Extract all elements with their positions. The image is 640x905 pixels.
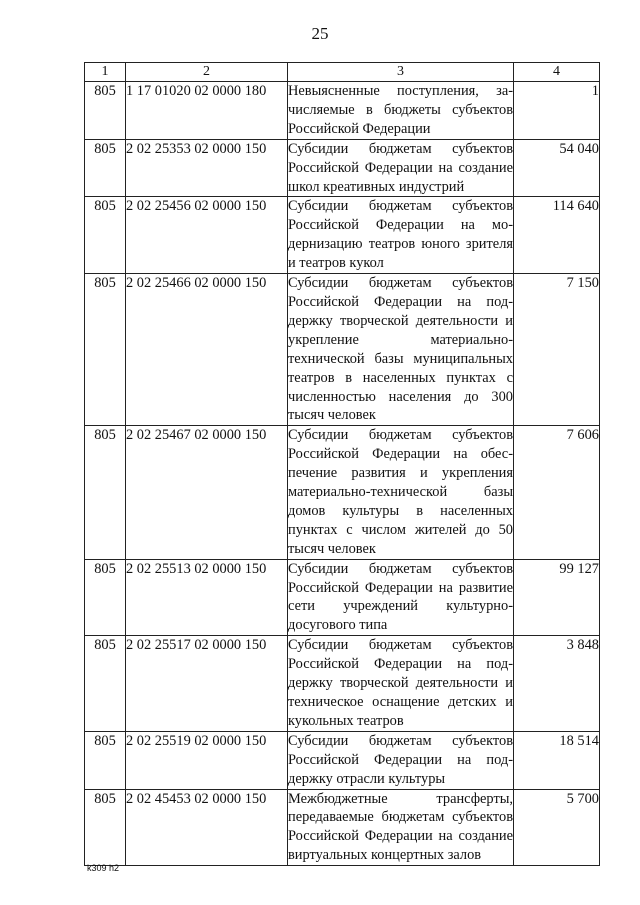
amount-cell: 3 848 [514, 636, 600, 732]
table-row [85, 559, 600, 636]
description-cell: Субсидии бюджетам субъектов Российской Федерации на поддержку творческой деятельности и укрепление материально-технической базы муниципальных театров в населенных пунктах с численностью населения до 300 тысяч человек [288, 274, 514, 426]
budget-code-cell: 2 02 25353 02 0000 150 [126, 139, 288, 197]
amount-cell: 54 040 [514, 139, 600, 197]
description-cell: Субсидии бюджетам субъектов Российской Федерации на поддержку творческой деятельности и техническое оснащение детских и кукольных театров [288, 636, 514, 732]
table-row [85, 636, 600, 732]
table-header-row [85, 63, 600, 82]
admin-code-cell: 805 [85, 789, 126, 866]
admin-code-cell: 805 [85, 636, 126, 732]
budget-code-cell: 2 02 25519 02 0000 150 [126, 731, 288, 789]
revenue-table [84, 62, 600, 866]
description-cell: Невыясненные поступления, зачисляемые в бюджеты субъектов Российской Федерации [288, 82, 514, 140]
document-footer-code: k309 h2 [87, 863, 120, 873]
admin-code-cell: 805 [85, 559, 126, 636]
amount-cell: 7 150 [514, 274, 600, 426]
table-row [85, 731, 600, 789]
column-header-2: 2 [126, 63, 288, 82]
admin-code-cell: 805 [85, 197, 126, 274]
budget-code-cell: 2 02 25466 02 0000 150 [126, 274, 288, 426]
budget-code-cell: 2 02 25467 02 0000 150 [126, 426, 288, 559]
admin-code-cell: 805 [85, 82, 126, 140]
description-cell: Субсидии бюджетам субъектов Российской Федерации на развитие сети учреждений культурно-досугового типа [288, 559, 514, 636]
admin-code-cell: 805 [85, 139, 126, 197]
column-header-3: 3 [288, 63, 514, 82]
description-cell: Субсидии бюджетам субъектов Российской Федерации на обеспечение развития и укрепления материально-технической базы домов культуры в населенных пунктах с числом жителей до 50 тысяч человек [288, 426, 514, 559]
table-row [85, 426, 600, 559]
budget-code-cell: 2 02 45453 02 0000 150 [126, 789, 288, 866]
description-cell: Субсидии бюджетам субъектов Российской Федерации на поддержку отрасли культуры [288, 731, 514, 789]
budget-code-cell: 2 02 25517 02 0000 150 [126, 636, 288, 732]
amount-cell: 18 514 [514, 731, 600, 789]
table-row [85, 789, 600, 866]
table-row [85, 139, 600, 197]
amount-cell: 1 [514, 82, 600, 140]
table-row [85, 197, 600, 274]
admin-code-cell: 805 [85, 731, 126, 789]
description-cell: Субсидии бюджетам субъектов Российской Федерации на модернизацию театров юного зрителя и театров кукол [288, 197, 514, 274]
amount-cell: 7 606 [514, 426, 600, 559]
table-row [85, 82, 600, 140]
budget-code-cell: 1 17 01020 02 0000 180 [126, 82, 288, 140]
description-cell: Субсидии бюджетам субъектов Российской Федерации на создание школ креативных индустрий [288, 139, 514, 197]
page-number: 25 [311, 24, 329, 43]
amount-cell: 5 700 [514, 789, 600, 866]
table-row [85, 274, 600, 426]
admin-code-cell: 805 [85, 274, 126, 426]
description-cell: Межбюджетные трансферты, передаваемые бюджетам субъектов Российской Федерации на создание виртуальных концертных залов [288, 789, 514, 866]
budget-code-cell: 2 02 25513 02 0000 150 [126, 559, 288, 636]
amount-cell: 99 127 [514, 559, 600, 636]
budget-code-cell: 2 02 25456 02 0000 150 [126, 197, 288, 274]
column-header-1: 1 [85, 63, 126, 82]
amount-cell: 114 640 [514, 197, 600, 274]
admin-code-cell: 805 [85, 426, 126, 559]
column-header-4: 4 [514, 63, 600, 82]
